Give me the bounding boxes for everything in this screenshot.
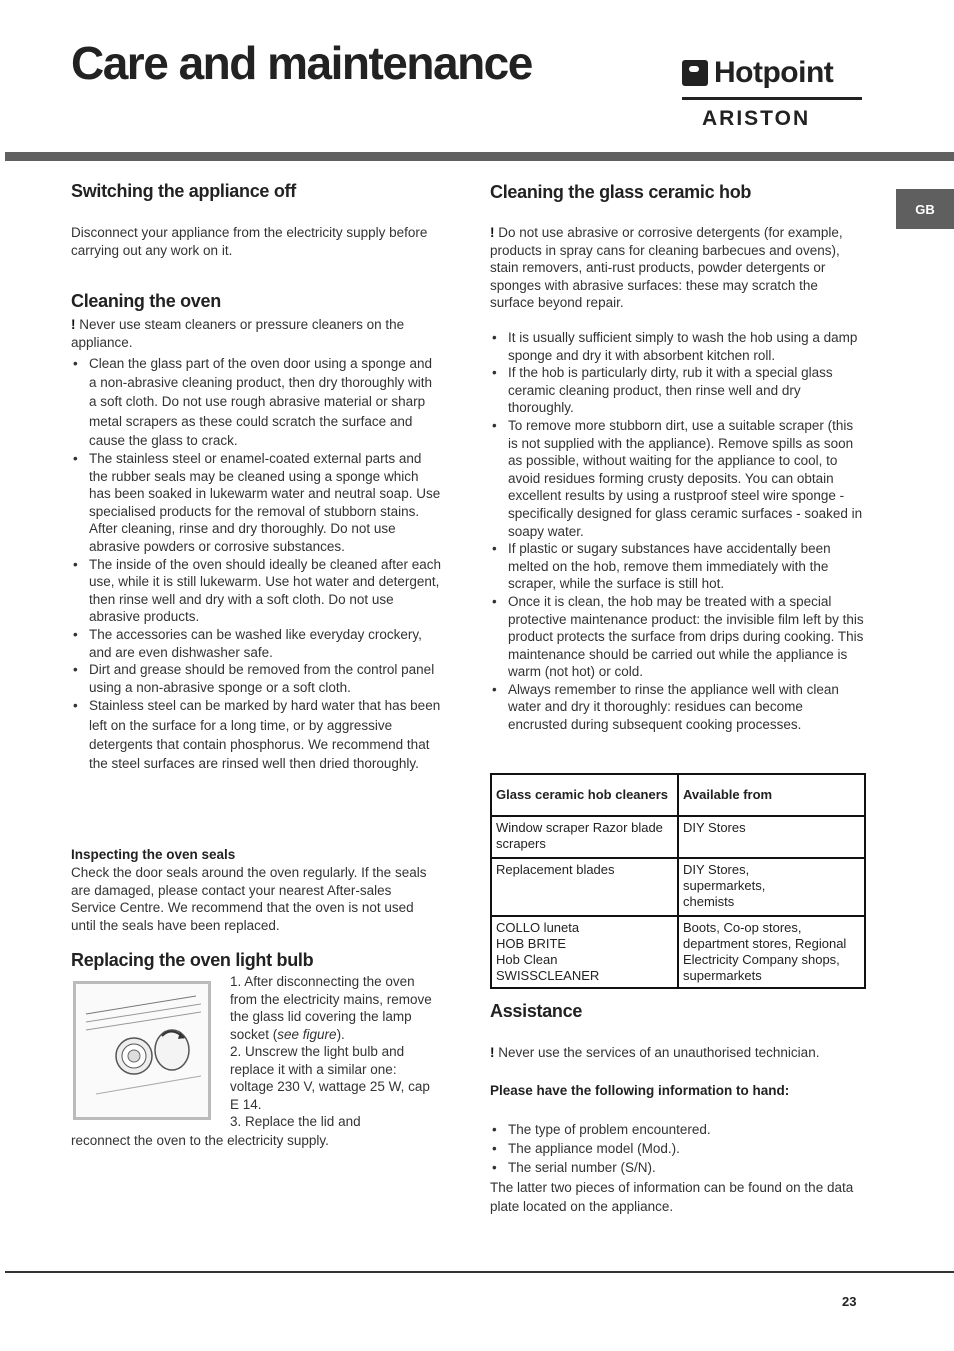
- header-divider-bar: [5, 152, 954, 161]
- list-item: • The appliance model (Mod.).: [490, 1139, 865, 1158]
- warning-icon: !: [71, 317, 76, 332]
- table-cell: Window scraper Razor blade scrapers: [491, 816, 678, 858]
- lamp-figure: [73, 981, 211, 1120]
- language-tab: GB: [896, 189, 954, 229]
- table-cell: COLLO luneta HOB BRITE Hob Clean SWISSCLEANER: [491, 916, 678, 988]
- list-item: • If the hob is particularly dirty, rub it with a special glass ceramic cleaning product, then rinse well and dry thoroughly.: [490, 364, 865, 417]
- list-item: • Stainless steel can be marked by hard water that has been left on the surface for a long time, or by aggressive detergents that contain phosphorus. We recommend that the steel surfaces are rinsed well then dried thoroughly.: [71, 696, 441, 773]
- table-header-row: [491, 774, 865, 816]
- seals-heading: Inspecting the oven seals: [71, 847, 236, 862]
- footer-divider: [5, 1271, 954, 1273]
- list-item: • Once it is clean, the hob may be treated with a special protective maintenance product: the invisible film left by this product protects the surface from drips during cooking. This maintenance should be carried out while the appliance is warm (not hot) or cold.: [490, 593, 865, 681]
- brand-square-icon: [682, 60, 708, 86]
- cleaning-oven-list: [71, 354, 441, 773]
- seals-text: Check the door seals around the oven regularly. If the seals are damaged, please contact your nearest After-sales Service Centre. We recommend that the oven is not used until the seals have been replaced.: [71, 865, 427, 933]
- list-item: • To remove more stubborn dirt, use a suitable scraper (this is not supplied with the appliance). Remove spills as soon as possible, without waiting for the appliance to cool, to avoid residues forming crusty deposits. You can obtain excellent results by using a rustproof steel wire sponge - specifically designed for glass ceramic surfaces - soaked in soapy water.: [490, 417, 865, 540]
- list-item: • Dirt and grease should be removed from the control panel using a non-abrasive sponge or a soft cloth.: [71, 661, 441, 696]
- bulb-heading: Replacing the oven light bulb: [71, 950, 314, 970]
- table-cell: DIY Stores: [678, 816, 865, 858]
- list-item: • Clean the glass part of the oven door using a sponge and a non-abrasive cleaning product, then dry thoroughly with a soft cloth. Do not use rough abrasive material or sharp metal scrapers as these could scratch the surface and cause the glass to crack.: [71, 354, 441, 450]
- warning-icon: !: [490, 225, 495, 240]
- table-row: [491, 916, 865, 988]
- brand-logo: [682, 55, 864, 135]
- assistance-footer: The latter two pieces of information can be found on the data plate located on the appliance.: [490, 1180, 854, 1214]
- table-cell: Boots, Co-op stores, department stores, Regional Electricity Company shops, supermarkets: [678, 916, 865, 988]
- table-cell: DIY Stores, supermarkets, chemists: [678, 858, 865, 916]
- cleaning-oven-heading: Cleaning the oven: [71, 291, 221, 311]
- switching-heading: Switching the appliance off: [71, 181, 296, 201]
- warning-icon: !: [490, 1045, 495, 1060]
- page-title: Care and maintenance: [71, 37, 532, 89]
- switching-text: Disconnect your appliance from the electricity supply before carrying out any work on it.: [71, 225, 428, 258]
- lamp-socket-illustration: [76, 984, 208, 1117]
- table-row: [491, 858, 865, 916]
- list-item: • The stainless steel or enamel-coated external parts and the rubber seals may be cleaned using a sponge which has been soaked in lukewarm water and neutral soap. Use specialised products for the removal of stubborn stains. After cleaning, rinse and dry thoroughly. Do not use abrasive powders or corrosive substances.: [71, 450, 441, 556]
- cleaners-table: [490, 773, 866, 989]
- assistance-bold-line: Please have the following information to hand:: [490, 1083, 790, 1098]
- hob-heading: Cleaning the glass ceramic hob: [490, 182, 752, 202]
- table-cell: Replacement blades: [491, 858, 678, 916]
- brand-primary: Hotpoint: [714, 56, 834, 89]
- list-item: • The accessories can be washed like everyday crockery, and are even dishwasher safe.: [71, 626, 441, 661]
- brand-secondary: ARISTON: [702, 107, 811, 130]
- brand-divider: [682, 97, 862, 100]
- bulb-step-3-cont: reconnect the oven to the electricity supply.: [71, 1133, 329, 1148]
- table-header-cell: Available from: [678, 774, 865, 816]
- assistance-warning: ! Never use the services of an unauthorised technician.: [490, 1045, 820, 1060]
- bulb-step-1: 1. After disconnecting the oven from the electricity mains, remove the glass lid covering the lamp socket (see figure).: [230, 974, 432, 1042]
- list-item: • It is usually sufficient simply to wash the hob using a damp sponge and dry it with absorbent kitchen roll.: [490, 329, 865, 364]
- cleaning-oven-warning: ! Never use steam cleaners or pressure cleaners on the appliance.: [71, 317, 405, 350]
- list-item: • Always remember to rinse the appliance well with clean water and dry it thoroughly: residues can become encrusted during subsequent cooking processes.: [490, 681, 865, 734]
- list-item: • The inside of the oven should ideally be cleaned after each use, while it is still lukewarm. Use hot water and detergent, then rinse well and dry with a soft cloth. Do not use abrasive products.: [71, 556, 441, 626]
- list-item: • The serial number (S/N).: [490, 1158, 865, 1177]
- assistance-list: [490, 1120, 865, 1177]
- list-item: • The type of problem encountered.: [490, 1120, 865, 1139]
- page-number: 23: [842, 1294, 857, 1309]
- list-item: • If plastic or sugary substances have accidentally been melted on the hob, remove them immediately with the scraper, while the surface is still hot.: [490, 540, 865, 593]
- bulb-step-3: 3. Replace the lid and: [230, 1114, 361, 1129]
- assistance-heading: Assistance: [490, 1001, 583, 1021]
- bulb-step-2: 2. Unscrew the light bulb and replace it with a similar one: voltage 230 V, wattage 25 W, cap E 14.: [230, 1044, 430, 1112]
- table-row: [491, 816, 865, 858]
- table-header-cell: Glass ceramic hob cleaners: [491, 774, 678, 816]
- hob-warning: ! Do not use abrasive or corrosive detergents (for example, products in spray cans for cleaning barbecues and ovens), stain removers, anti-rust products, powder detergents or sponges with abrasive surfaces: these may scratch the surface beyond repair.: [490, 225, 843, 311]
- hob-list: [490, 329, 865, 734]
